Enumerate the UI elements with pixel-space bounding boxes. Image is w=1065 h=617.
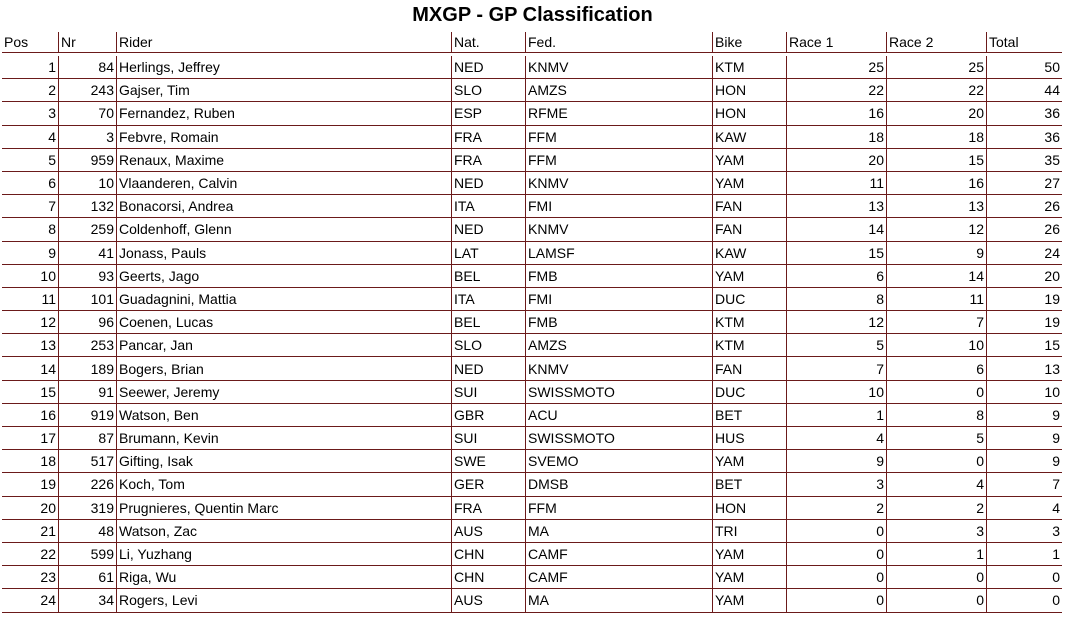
- cell-rider: Geerts, Jago: [117, 265, 452, 288]
- cell-nr: 243: [59, 79, 117, 102]
- cell-nr: 919: [59, 404, 117, 427]
- cell-bike: YAM: [713, 172, 787, 195]
- cell-nr: 259: [59, 218, 117, 241]
- column-header-race2: Race 2: [887, 32, 987, 53]
- cell-fed: FFM: [526, 149, 713, 172]
- cell-nat: NED: [452, 218, 526, 241]
- cell-total: 0: [987, 589, 1062, 612]
- cell-fed: AMZS: [526, 334, 713, 357]
- cell-nr: 87: [59, 427, 117, 450]
- cell-rider: Febvre, Romain: [117, 126, 452, 149]
- cell-total: 26: [987, 218, 1062, 241]
- cell-pos: 20: [2, 497, 59, 520]
- cell-fed: MA: [526, 589, 713, 612]
- cell-nat: SLO: [452, 334, 526, 357]
- cell-total: 27: [987, 172, 1062, 195]
- table-row: [2, 357, 1062, 380]
- cell-nat: CHN: [452, 566, 526, 589]
- cell-rider: Vlaanderen, Calvin: [117, 172, 452, 195]
- table-row: [2, 311, 1062, 334]
- cell-fed: SWISSMOTO: [526, 381, 713, 404]
- cell-nat: LAT: [452, 242, 526, 265]
- cell-fed: FMB: [526, 311, 713, 334]
- cell-bike: YAM: [713, 450, 787, 473]
- cell-rider: Coldenhoff, Glenn: [117, 218, 452, 241]
- cell-nat: NED: [452, 172, 526, 195]
- cell-pos: 12: [2, 311, 59, 334]
- cell-total: 24: [987, 242, 1062, 265]
- cell-rider: Watson, Zac: [117, 520, 452, 543]
- cell-bike: YAM: [713, 566, 787, 589]
- table-row: [2, 427, 1062, 450]
- cell-pos: 11: [2, 288, 59, 311]
- cell-pos: 19: [2, 473, 59, 496]
- cell-bike: BET: [713, 473, 787, 496]
- cell-fed: KNMV: [526, 218, 713, 241]
- cell-bike: YAM: [713, 543, 787, 566]
- cell-total: 1: [987, 543, 1062, 566]
- cell-bike: DUC: [713, 288, 787, 311]
- cell-total: 19: [987, 288, 1062, 311]
- cell-race1: 4: [787, 427, 887, 450]
- cell-race1: 2: [787, 497, 887, 520]
- cell-bike: YAM: [713, 265, 787, 288]
- cell-fed: KNMV: [526, 357, 713, 380]
- cell-nr: 48: [59, 520, 117, 543]
- cell-fed: CAMF: [526, 566, 713, 589]
- cell-race2: 2: [887, 497, 987, 520]
- cell-total: 0: [987, 566, 1062, 589]
- cell-bike: TRI: [713, 520, 787, 543]
- cell-fed: DMSB: [526, 473, 713, 496]
- header-row: [2, 32, 1062, 53]
- cell-pos: 16: [2, 404, 59, 427]
- cell-bike: YAM: [713, 589, 787, 612]
- cell-fed: KNMV: [526, 56, 713, 79]
- cell-race1: 18: [787, 126, 887, 149]
- cell-nr: 96: [59, 311, 117, 334]
- cell-nat: CHN: [452, 543, 526, 566]
- cell-pos: 10: [2, 265, 59, 288]
- cell-fed: FMI: [526, 288, 713, 311]
- cell-race2: 0: [887, 566, 987, 589]
- cell-rider: Brumann, Kevin: [117, 427, 452, 450]
- cell-pos: 23: [2, 566, 59, 589]
- table-row: [2, 589, 1062, 612]
- cell-pos: 7: [2, 195, 59, 218]
- cell-rider: Koch, Tom: [117, 473, 452, 496]
- cell-nat: BEL: [452, 265, 526, 288]
- cell-nr: 61: [59, 566, 117, 589]
- cell-race2: 16: [887, 172, 987, 195]
- cell-pos: 8: [2, 218, 59, 241]
- cell-bike: KTM: [713, 334, 787, 357]
- cell-nr: 91: [59, 381, 117, 404]
- table-row: [2, 543, 1062, 566]
- cell-rider: Li, Yuzhang: [117, 543, 452, 566]
- cell-race2: 22: [887, 79, 987, 102]
- column-header-nr: Nr: [59, 32, 117, 53]
- cell-rider: Prugnieres, Quentin Marc: [117, 497, 452, 520]
- table-row: [2, 195, 1062, 218]
- cell-bike: HON: [713, 79, 787, 102]
- cell-rider: Rogers, Levi: [117, 589, 452, 612]
- column-header-rider: Rider: [117, 32, 452, 53]
- table-row: [2, 172, 1062, 195]
- cell-bike: FAN: [713, 218, 787, 241]
- cell-fed: AMZS: [526, 79, 713, 102]
- cell-rider: Watson, Ben: [117, 404, 452, 427]
- cell-race1: 0: [787, 589, 887, 612]
- cell-race1: 22: [787, 79, 887, 102]
- cell-race1: 8: [787, 288, 887, 311]
- cell-rider: Bogers, Brian: [117, 357, 452, 380]
- cell-race1: 10: [787, 381, 887, 404]
- cell-rider: Riga, Wu: [117, 566, 452, 589]
- cell-rider: Renaux, Maxime: [117, 149, 452, 172]
- table-row: [2, 566, 1062, 589]
- cell-nr: 599: [59, 543, 117, 566]
- cell-total: 7: [987, 473, 1062, 496]
- cell-nat: FRA: [452, 126, 526, 149]
- cell-race2: 13: [887, 195, 987, 218]
- cell-pos: 4: [2, 126, 59, 149]
- table-row: [2, 265, 1062, 288]
- cell-nr: 319: [59, 497, 117, 520]
- cell-nr: 253: [59, 334, 117, 357]
- page-title: MXGP - GP Classification: [412, 4, 653, 26]
- cell-nr: 3: [59, 126, 117, 149]
- cell-pos: 2: [2, 79, 59, 102]
- cell-race1: 1: [787, 404, 887, 427]
- cell-nat: SWE: [452, 450, 526, 473]
- cell-race1: 25: [787, 56, 887, 79]
- cell-total: 20: [987, 265, 1062, 288]
- cell-race2: 0: [887, 381, 987, 404]
- cell-total: 19: [987, 311, 1062, 334]
- column-header-nat: Nat.: [452, 32, 526, 53]
- cell-race1: 0: [787, 543, 887, 566]
- cell-race2: 6: [887, 357, 987, 380]
- cell-race1: 6: [787, 265, 887, 288]
- table-row: [2, 102, 1062, 125]
- cell-fed: FFM: [526, 497, 713, 520]
- cell-rider: Seewer, Jeremy: [117, 381, 452, 404]
- column-header-bike: Bike: [713, 32, 787, 53]
- cell-race2: 20: [887, 102, 987, 125]
- cell-nat: GBR: [452, 404, 526, 427]
- cell-nr: 517: [59, 450, 117, 473]
- cell-bike: FAN: [713, 195, 787, 218]
- cell-nr: 226: [59, 473, 117, 496]
- cell-nat: AUS: [452, 589, 526, 612]
- table-row: [2, 520, 1062, 543]
- table-row: [2, 381, 1062, 404]
- cell-bike: HUS: [713, 427, 787, 450]
- table-row: [2, 288, 1062, 311]
- cell-race1: 15: [787, 242, 887, 265]
- cell-rider: Bonacorsi, Andrea: [117, 195, 452, 218]
- cell-race1: 12: [787, 311, 887, 334]
- classification-table: [2, 32, 1062, 613]
- cell-total: 13: [987, 357, 1062, 380]
- cell-race2: 18: [887, 126, 987, 149]
- column-header-race1: Race 1: [787, 32, 887, 53]
- cell-total: 15: [987, 334, 1062, 357]
- cell-nr: 93: [59, 265, 117, 288]
- cell-race2: 11: [887, 288, 987, 311]
- cell-pos: 18: [2, 450, 59, 473]
- table-row: [2, 218, 1062, 241]
- cell-race2: 4: [887, 473, 987, 496]
- cell-nat: ESP: [452, 102, 526, 125]
- cell-pos: 6: [2, 172, 59, 195]
- cell-race1: 5: [787, 334, 887, 357]
- table-row: [2, 126, 1062, 149]
- cell-bike: KTM: [713, 311, 787, 334]
- cell-pos: 21: [2, 520, 59, 543]
- cell-race1: 14: [787, 218, 887, 241]
- cell-pos: 13: [2, 334, 59, 357]
- cell-pos: 22: [2, 543, 59, 566]
- cell-total: 9: [987, 404, 1062, 427]
- cell-pos: 9: [2, 242, 59, 265]
- cell-fed: FMB: [526, 265, 713, 288]
- cell-bike: DUC: [713, 381, 787, 404]
- cell-race1: 13: [787, 195, 887, 218]
- table-header: [2, 32, 1062, 56]
- cell-race2: 14: [887, 265, 987, 288]
- cell-bike: KTM: [713, 56, 787, 79]
- cell-nr: 189: [59, 357, 117, 380]
- cell-race2: 3: [887, 520, 987, 543]
- cell-pos: 15: [2, 381, 59, 404]
- table-row: [2, 149, 1062, 172]
- cell-rider: Fernandez, Ruben: [117, 102, 452, 125]
- table-row: [2, 497, 1062, 520]
- cell-fed: ACU: [526, 404, 713, 427]
- cell-nat: SUI: [452, 427, 526, 450]
- cell-nat: AUS: [452, 520, 526, 543]
- cell-pos: 24: [2, 589, 59, 612]
- cell-race2: 1: [887, 543, 987, 566]
- cell-nr: 132: [59, 195, 117, 218]
- cell-nat: SUI: [452, 381, 526, 404]
- cell-race1: 0: [787, 566, 887, 589]
- cell-nat: GER: [452, 473, 526, 496]
- cell-fed: SWISSMOTO: [526, 427, 713, 450]
- table-row: [2, 334, 1062, 357]
- cell-pos: 14: [2, 357, 59, 380]
- cell-race2: 8: [887, 404, 987, 427]
- cell-fed: MA: [526, 520, 713, 543]
- cell-race2: 0: [887, 450, 987, 473]
- cell-pos: 1: [2, 56, 59, 79]
- cell-rider: Coenen, Lucas: [117, 311, 452, 334]
- cell-fed: KNMV: [526, 172, 713, 195]
- cell-pos: 3: [2, 102, 59, 125]
- table-row: [2, 79, 1062, 102]
- cell-nr: 959: [59, 149, 117, 172]
- cell-bike: KAW: [713, 126, 787, 149]
- cell-total: 36: [987, 102, 1062, 125]
- cell-race2: 15: [887, 149, 987, 172]
- cell-fed: FFM: [526, 126, 713, 149]
- cell-nr: 34: [59, 589, 117, 612]
- cell-race2: 10: [887, 334, 987, 357]
- cell-race1: 3: [787, 473, 887, 496]
- cell-rider: Pancar, Jan: [117, 334, 452, 357]
- cell-rider: Gajser, Tim: [117, 79, 452, 102]
- column-header-total: Total: [987, 32, 1062, 53]
- cell-nat: BEL: [452, 311, 526, 334]
- cell-nr: 84: [59, 56, 117, 79]
- cell-bike: KAW: [713, 242, 787, 265]
- column-header-pos: Pos: [2, 32, 59, 53]
- cell-bike: YAM: [713, 149, 787, 172]
- cell-nat: ITA: [452, 195, 526, 218]
- cell-rider: Herlings, Jeffrey: [117, 56, 452, 79]
- cell-total: 26: [987, 195, 1062, 218]
- cell-total: 4: [987, 497, 1062, 520]
- cell-race2: 0: [887, 589, 987, 612]
- cell-rider: Gifting, Isak: [117, 450, 452, 473]
- cell-nr: 101: [59, 288, 117, 311]
- cell-race1: 11: [787, 172, 887, 195]
- cell-race2: 12: [887, 218, 987, 241]
- cell-nr: 10: [59, 172, 117, 195]
- cell-rider: Guadagnini, Mattia: [117, 288, 452, 311]
- cell-total: 50: [987, 56, 1062, 79]
- cell-fed: RFME: [526, 102, 713, 125]
- cell-race2: 9: [887, 242, 987, 265]
- cell-race1: 7: [787, 357, 887, 380]
- cell-fed: SVEMO: [526, 450, 713, 473]
- cell-race1: 20: [787, 149, 887, 172]
- cell-nat: ITA: [452, 288, 526, 311]
- table-row: [2, 450, 1062, 473]
- cell-race2: 25: [887, 56, 987, 79]
- cell-total: 44: [987, 79, 1062, 102]
- cell-bike: HON: [713, 497, 787, 520]
- cell-bike: HON: [713, 102, 787, 125]
- cell-nat: FRA: [452, 149, 526, 172]
- column-header-fed: Fed.: [526, 32, 713, 53]
- table-row: [2, 56, 1062, 79]
- cell-nr: 70: [59, 102, 117, 125]
- table-row: [2, 473, 1062, 496]
- cell-nat: NED: [452, 56, 526, 79]
- cell-nr: 41: [59, 242, 117, 265]
- cell-total: 35: [987, 149, 1062, 172]
- cell-total: 10: [987, 381, 1062, 404]
- cell-race2: 5: [887, 427, 987, 450]
- cell-bike: BET: [713, 404, 787, 427]
- cell-race1: 16: [787, 102, 887, 125]
- cell-total: 36: [987, 126, 1062, 149]
- cell-total: 9: [987, 450, 1062, 473]
- cell-race2: 7: [887, 311, 987, 334]
- cell-rider: Jonass, Pauls: [117, 242, 452, 265]
- table-row: [2, 404, 1062, 427]
- cell-fed: LAMSF: [526, 242, 713, 265]
- cell-nat: FRA: [452, 497, 526, 520]
- cell-fed: FMI: [526, 195, 713, 218]
- cell-bike: FAN: [713, 357, 787, 380]
- cell-total: 9: [987, 427, 1062, 450]
- cell-total: 3: [987, 520, 1062, 543]
- cell-race1: 9: [787, 450, 887, 473]
- cell-race1: 0: [787, 520, 887, 543]
- cell-fed: CAMF: [526, 543, 713, 566]
- table-body: [2, 56, 1062, 613]
- cell-nat: NED: [452, 357, 526, 380]
- cell-pos: 5: [2, 149, 59, 172]
- table-row: [2, 242, 1062, 265]
- cell-nat: SLO: [452, 79, 526, 102]
- cell-pos: 17: [2, 427, 59, 450]
